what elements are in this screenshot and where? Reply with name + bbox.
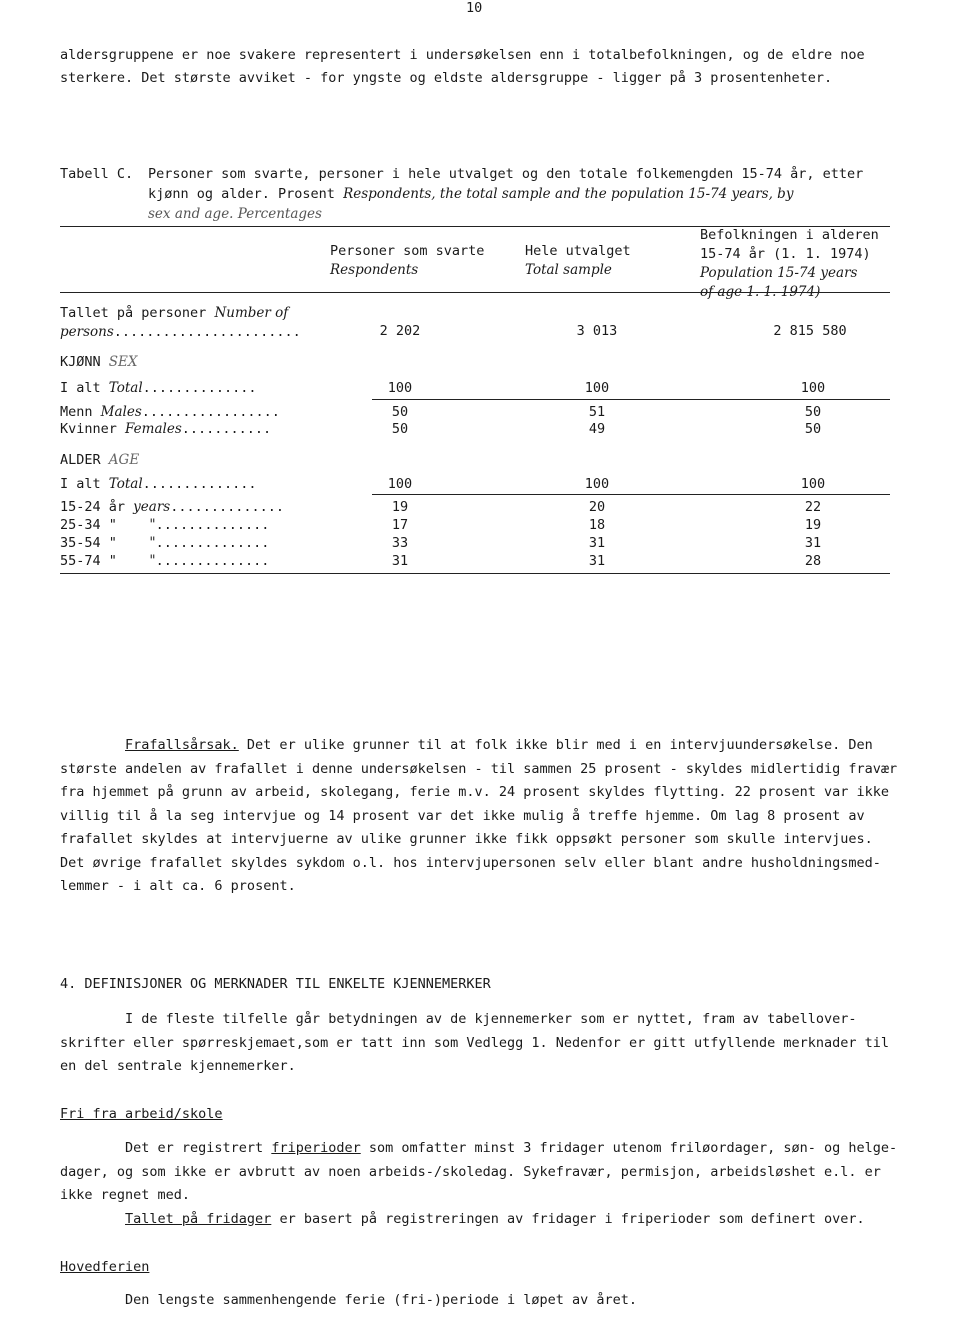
- col-header-population: Befolkningen i alderen 15-74 år (1. 1. 1974) Population 15-74 years of age 1. 1. 1974): [700, 227, 879, 300]
- sex-row-total: I alt Total..............: [60, 380, 257, 396]
- age-35-54-population: 31: [804, 535, 822, 551]
- hovedferien-text: Den lengste sammenhengende ferie (fri-)periode i løpet av året.: [125, 1292, 638, 1308]
- intro-line-2: sterkere. Det største avviket - for yngste og eldste aldersgruppe - ligger på 3 prosentenheter.: [60, 70, 833, 86]
- table-caption-line-2: [148, 186, 793, 202]
- age-35-54-respondents: 33: [391, 535, 409, 551]
- age-row-55-74: 55-74 " "..............: [60, 553, 270, 569]
- males-respondents: 50: [391, 404, 409, 420]
- col-header-respondents: Personer som svarte Respondents: [330, 243, 485, 278]
- frafall-heading: Frafallsårsak.: [125, 737, 239, 753]
- age-25-34-sample: 18: [588, 517, 606, 533]
- age-15-24-population: 22: [804, 499, 822, 515]
- sex-heading: KJØNN SEX: [60, 354, 138, 370]
- sex-total-respondents: 100: [387, 380, 413, 396]
- age-55-74-sample: 31: [588, 553, 606, 569]
- age-total-rule: [372, 494, 890, 495]
- table-caption-line-3: sex and age. Percentages: [148, 206, 322, 222]
- age-55-74-respondents: 31: [391, 553, 409, 569]
- age-total-population: 100: [800, 476, 826, 492]
- sex-total-rule: [372, 399, 890, 400]
- header-bottom-rule: [60, 292, 890, 293]
- age-total-respondents: 100: [387, 476, 413, 492]
- sex-total-population: 100: [800, 380, 826, 396]
- persons-label: Tallet på personer Number of persons.......................: [60, 305, 301, 340]
- age-25-34-respondents: 17: [391, 517, 409, 533]
- females-sample: 49: [588, 421, 606, 437]
- age-row-15-24: 15-24 år years..............: [60, 499, 285, 515]
- females-population: 50: [804, 421, 822, 437]
- age-row-35-54: 35-54 " "..............: [60, 535, 270, 551]
- age-55-74-population: 28: [804, 553, 822, 569]
- age-heading: ALDER AGE: [60, 452, 140, 468]
- persons-value-population: 2 815 580: [773, 323, 847, 339]
- age-35-54-sample: 31: [588, 535, 606, 551]
- females-respondents: 50: [391, 421, 409, 437]
- frafall-paragraph: Frafallsårsak. Det er ulike grunner til at folk ikke blir med i en intervjuundersøkelse. Den største andelen av frafallet i denne undersøkelsen - til sammen 25 prosent - skyldes midlertidig fravær fra hjemmet på grunn av arbeid, skolegang, ferie m.v. 24 prosent skyldes flytting. 22 prosent var ikke villig til å la seg intervjue og 14 prosent var det ikke mulig å treffe hjemme. Om lag 8 prosent av frafallet skyldes at intervjuerne av ulike grunner ikke fikk oppsøkt personer som skulle intervjues. Det øvrige frafallet skyldes sykdom o.l. hos intervjupersonen selv eller blant andre husholdningsmed- lemmer - i alt ca. 6 prosent.: [60, 737, 898, 894]
- caption-english: Respondents, the total sample and the population 15-74 years, by: [343, 186, 794, 202]
- males-sample: 51: [588, 404, 606, 420]
- age-15-24-sample: 20: [588, 499, 606, 515]
- table-caption-label: Tabell C.: [60, 166, 134, 182]
- section-4-paragraph: I de fleste tilfelle går betydningen av de kjennemerker som er nyttet, fram av tabellover- skrifter eller spørreskjemaet,som er tatt inn som Vedlegg 1. Nedenfor er gitt utfyllende merknader til en del sentrale kjennemerker.: [60, 1011, 890, 1074]
- table-bottom-rule: [60, 573, 890, 574]
- page-number: 10: [466, 0, 483, 16]
- age-25-34-population: 19: [804, 517, 822, 533]
- age-15-24-respondents: 19: [391, 499, 409, 515]
- col-header-sample: Hele utvalget Total sample: [525, 243, 631, 278]
- sex-row-females: Kvinner Females...........: [60, 421, 272, 437]
- section-4-heading: 4. DEFINISJONER OG MERKNADER TIL ENKELTE KJENNEMERKER: [60, 976, 491, 992]
- persons-value-respondents: 2 202: [379, 323, 421, 339]
- table-caption-line-1: Personer som svarte, personer i hele utvalget og den totale folkemengden 15-74 år, etter: [148, 166, 864, 182]
- males-population: 50: [804, 404, 822, 420]
- age-row-25-34: 25-34 " "..............: [60, 517, 270, 533]
- sex-row-males: Menn Males.................: [60, 404, 280, 420]
- caption-norwegian: kjønn og alder. Prosent: [148, 186, 335, 202]
- sex-total-sample: 100: [584, 380, 610, 396]
- fri-paragraph: Det er registrert friperioder som omfatter minst 3 fridager utenom friløordager, søn- og helge- dager, og som ikke er avbrutt av noen arbeids-/skoledag. Sykefravær, permisjon, arbeidsløshet e.l. er ikke regnet med. Tallet på fridager er basert på registreringen av fridager i friperioder som definert over.: [60, 1140, 898, 1227]
- age-total-sample: 100: [584, 476, 610, 492]
- hovedferien-heading: Hovedferien: [60, 1259, 150, 1275]
- fri-heading: Fri fra arbeid/skole: [60, 1106, 223, 1122]
- intro-line-1: aldersgruppene er noe svakere representert i undersøkelsen enn i totalbefolkningen, og de eldre noe: [60, 47, 865, 63]
- age-row-total: I alt Total..............: [60, 476, 257, 492]
- persons-value-sample: 3 013: [576, 323, 618, 339]
